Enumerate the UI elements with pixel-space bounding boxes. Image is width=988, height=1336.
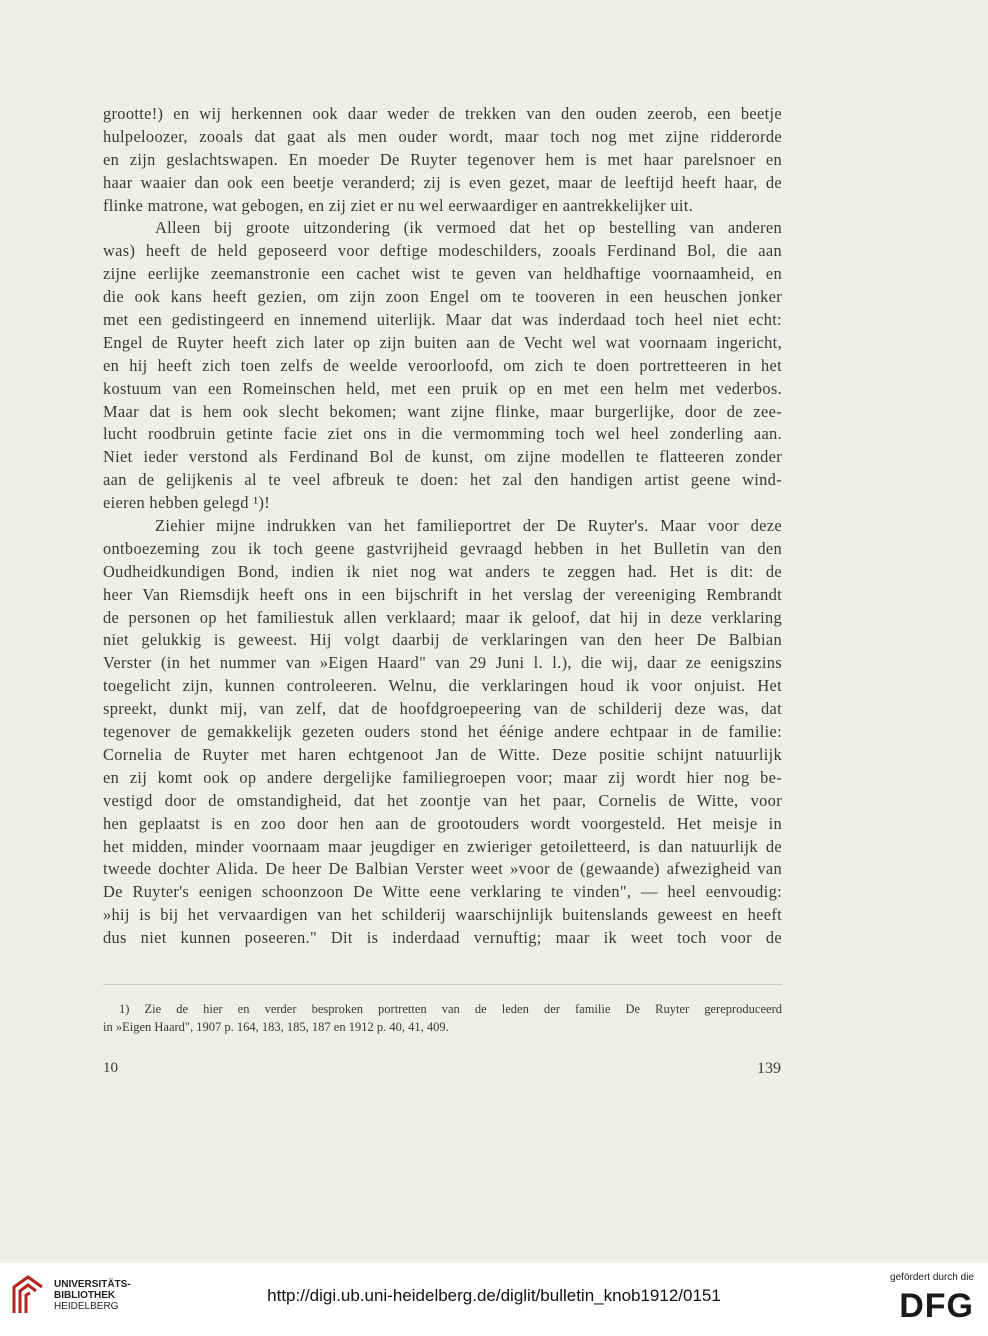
body-line: lucht roodbruin getinte facie ziet ons in die vermomming toch wel heel zonderling aan. (103, 424, 782, 444)
page-number: 139 (757, 1060, 781, 1077)
dfg-logo: DFG (899, 1287, 974, 1325)
body-text (103, 103, 782, 950)
body-line: De Ruyter's eenigen schoonzoon De Witte eene verklaring te vinden", — heel eenvoudig: (103, 882, 782, 902)
logo-line-3: HEIDELBERG (54, 1300, 119, 1312)
body-line: heer Van Riemsdijk heeft ons in een bijschrift in het verslag der vereeniging Rembrandt (103, 584, 782, 604)
body-line: eieren hebben gelegd ¹)! (103, 493, 271, 513)
body-line: was) heeft de held geposeerd voor deftige modeschilders, zooals Ferdinand Bol, die aan (103, 241, 782, 261)
body-line: hulpeloozer, zooals dat gaat als men ouder wordt, maar toch nog met zijne ridderorde (103, 126, 782, 146)
body-line: haar waaier dan ook een beetje veranderd; zij is even gezet, maar de leeftijd heeft haar, de (103, 172, 782, 192)
dfg-block[interactable] (890, 1272, 974, 1325)
body-line: tegenover de gemakkelijk gezeten ouders stond het éénige andere echtpaar in de familie: (103, 722, 782, 742)
body-line: Niet ieder verstond als Ferdinand Bol de kunst, om zijne modellen te flatteeren zonder (103, 447, 782, 467)
body-line: kostuum van een Romeinschen held, met een pruik op en met een helm met vederbos. (103, 378, 782, 398)
body-line: tweede dochter Alida. De heer De Balbian Verster weet »voor de (gewaande) afwezigheid van (103, 859, 782, 879)
body-line: »hij is bij het vervaardigen van het schilderij waarschijnlijk buitenslands geweest en heeft (103, 905, 782, 925)
footnote-divider (103, 984, 782, 985)
body-line: Verster (in het nummer van »Eigen Haard" van 29 Juni l. l.), die wij, daar ze eenigszins (103, 653, 782, 673)
footnote-line: in »Eigen Haard", 1907 p. 164, 183, 185, 187 en 1912 p. 40, 41, 409. (103, 1020, 449, 1034)
logo-line-2: BIBLIOTHEK (54, 1289, 116, 1301)
body-line: Alleen bij groote uitzondering (ik vermoed dat het op bestelling van anderen (155, 218, 782, 238)
body-line: de personen op het familiestuk allen verklaard; maar ik geloof, dat hij in deze verklaring (103, 607, 782, 627)
body-line: flinke matrone, wat gebogen, en zij ziet er nu wel eerwaardiger en aantrekkelijker uit. (103, 195, 694, 215)
footnote (103, 1000, 782, 1036)
body-line: en zij komt ook op andere dergelijke familiegroepen voor; maar zij wordt hier nog be- (103, 767, 782, 787)
source-url-link[interactable]: http://digi.ub.uni-heidelberg.de/diglit/bulletin_knob1912/0151 (267, 1286, 721, 1305)
body-line: niet gelukkig is geweest. Hij volgt daarbij de verklaringen van den heer De Balbian (103, 630, 782, 650)
body-line: Maar dat is hem ook slecht bekomen; want zijne flinke, maar burgerlijke, door de zee- (103, 401, 782, 421)
funded-by-caption: gefördert durch die (890, 1272, 974, 1283)
body-line: Oudheidkundigen Bond, indien ik niet nog wat anders te zeggen had. Het is dit: de (103, 561, 782, 581)
body-line: het midden, minder voornaam maar jeugdiger en zwieriger getoiletteerd, is dan natuurlijk de (103, 836, 782, 856)
body-line: die ook kans heeft gezien, om zijn zoon Engel om te tooveren in een heuschen jonker (103, 287, 782, 307)
body-line: toegelicht zijn, kunnen controleeren. Welnu, die verklaringen houd ik voor onjuist. Het (103, 676, 782, 696)
body-line: ontboezeming zou ik toch geene gastvrijheid gevraagd hebben in het Bulletin van den (103, 538, 782, 558)
body-line: Cornelia de Ruyter met haren echtgenoot Jan de Witte. Deze positie schijnt natuurlijk (103, 744, 782, 764)
body-line: Ziehier mijne indrukken van het familieportret der De Ruyter's. Maar voor deze (155, 516, 782, 536)
signature-mark: 10 (103, 1060, 118, 1076)
body-line: dus niet kunnen poseeren." Dit is inderdaad vernuftig; maar ik weet toch voor de (103, 928, 782, 948)
body-line: hen geplaatst is en zoo door hen aan de grootouders wordt voorgesteld. Het meisje in (103, 813, 782, 833)
logo-line-1: UNIVERSITÄTS- (54, 1278, 131, 1290)
body-line: grootte!) en wij herkennen ook daar weder de trekken van den ouden zeerob, een beetje (103, 104, 782, 123)
body-line: en hij heeft zich toen zelfs de weelde veroorloofd, om zich te doen portretteeren in het (103, 355, 782, 375)
body-line: aan de gelijkenis al te veel afbreuk te doen: het zal den handigen artist geene wind- (103, 470, 782, 490)
footnote-line: 1) Zie de hier en verder besproken portretten van de leden der familie De Ruyter gereproduceerd (119, 1002, 782, 1016)
body-line: vestigd door de omstandigheid, dat het zoontje van het paar, Cornelis de Witte, voor (103, 790, 782, 810)
body-line: en zijn geslachtswapen. En moeder De Ruyter tegenover hem is met haar parelsnoer en (103, 149, 782, 169)
body-line: met een gedistingeerd en innemend uiterlijk. Maar dat was inderdaad toch heel niet echt: (103, 310, 782, 330)
body-line: zijne eerlijke zeemanstronie een cachet wist te geven van heldhaftige voornaamheid, en (103, 264, 782, 284)
body-line: spreekt, dunkt mij, van zelf, dat de hoofdgroepeering van de schilderij deze was, dat (103, 699, 782, 719)
body-line: Engel de Ruyter heeft zich later op zijn buiten aan de Vecht wel wat voornaam ingericht, (103, 332, 782, 352)
